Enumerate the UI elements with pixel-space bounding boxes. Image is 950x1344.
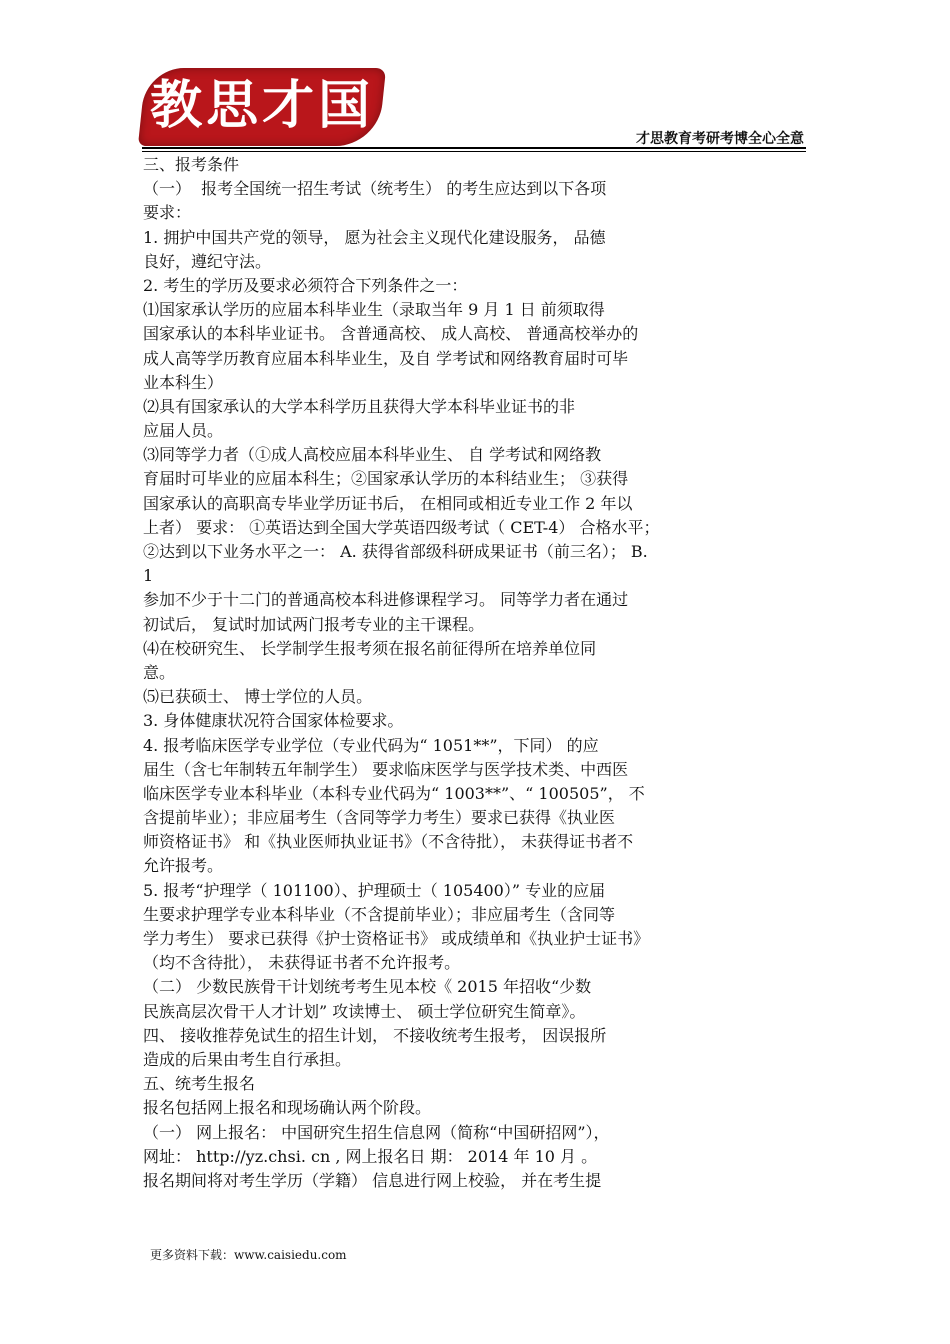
text-line: 初试后， 复试时加试两门报考专业的主干课程。 <box>143 614 485 634</box>
text-line: 意。 <box>143 662 176 682</box>
text-line: 上者） 要求： ①英语达到全国大学英语四级考试（ CET-4） 合格水平； <box>143 517 660 537</box>
text-line: （二） 少数民族骨干计划统考考生见本校《 2015 年招收“少数 <box>143 977 592 997</box>
text-line: 1. 拥护中国共产党的领导， 愿为社会主义现代化建设服务， 品德 <box>143 227 606 247</box>
text-line: 生要求护理学专业本科毕业（不含提前毕业）；非应届考生（含同等 <box>143 904 616 924</box>
footer-download-link[interactable]: 更多资料下载：www.caisiedu.com <box>150 1248 347 1262</box>
brand-logo <box>138 68 386 146</box>
text-line: 学力考生） 要求已获得《护士资格证书》 或成绩单和《执业护士证书》 <box>143 929 650 948</box>
header-rule-thick <box>142 147 806 149</box>
text-line: 四、 接收推荐免试生的招生计划， 不接收统考生报考， 因误报所 <box>143 1025 607 1045</box>
text-line: 4. 报考临床医学专业学位（专业代码为“ 1051**”，下同） 的应 <box>143 735 599 755</box>
text-line: ⑷在校研究生、 长学制学生报考须在报名前征得所在培养单位同 <box>143 638 597 658</box>
text-line: 届生（含七年制转五年制学生） 要求临床医学与医学技术类、中西医 <box>143 759 629 779</box>
header-rule-thin <box>142 151 806 152</box>
text-line: 网址： http://yz.chsi. cn , 网上报名日 期： 2014 年 10 月 。 <box>143 1146 598 1166</box>
text-line: 国家承认的本科毕业证书。 含普通高校、 成人高校、 普通高校举办的 <box>143 324 639 344</box>
text-line: 业本科生） <box>143 372 224 392</box>
text-line: 五、统考生报名 <box>143 1074 256 1094</box>
text-line: 报名期间将对考生学历（学籍） 信息进行网上校验， 并在考生提 <box>143 1170 602 1190</box>
text-line: 师资格证书》 和《执业医师执业证书》（不含待批）， 未获得证书者不 <box>143 832 634 852</box>
text-line: 应届人员。 <box>143 421 224 441</box>
text-line: 含提前毕业）；非应届考生（含同等学力考生）要求已获得《执业医 <box>143 808 616 828</box>
text-line: 育届时可毕业的应届本科生；②国家承认学历的本科结业生； ③获得 <box>143 469 629 489</box>
text-line: （均不含待批）， 未获得证书者不允许报考。 <box>143 953 461 973</box>
text-line: ⑸已获硕士、 博士学位的人员。 <box>143 687 373 707</box>
text-line: ⑶同等学力者（①成人高校应届本科毕业生、 自 学考试和网络教 <box>143 445 602 465</box>
text-line: ②达到以下业务水平之一： A. 获得省部级科研成果证书（前三名）； B. <box>143 542 648 561</box>
text-line: 临床医学专业本科毕业（本科专业代码为“ 1003**”、“ 100505”， 不 <box>143 783 645 803</box>
header-tagline: 才思教育考研考博全心全意 <box>636 131 804 147</box>
text-line: （一） 报考全国统一招生考试（统考生） 的考生应达到以下各项 <box>143 179 607 199</box>
text-line: 2. 考生的学历及要求必须符合下列条件之一： <box>143 275 468 295</box>
text-line: 5. 报考“护理学（ 101100）、护理硕士（ 105400）” 专业的应届 <box>143 880 606 900</box>
text-line: 允许报考。 <box>143 856 224 876</box>
text-line: （一） 网上报名： 中国研究生招生信息网（简称“中国研招网”）， <box>143 1122 610 1142</box>
text-line: ⑵具有国家承认的大学本科学历且获得大学本科毕业证书的非 <box>143 396 576 416</box>
text-line: 参加不少于十二门的普通高校本科进修课程学习。 同等学力者在通过 <box>143 590 629 610</box>
text-line: 要求： <box>143 203 192 223</box>
text-line: 1 <box>143 566 154 586</box>
text-line: 国家承认的高职高专毕业学历证书后， 在相同或相近专业工作 2 年以 <box>143 493 633 513</box>
text-line: 三、报考条件 <box>143 155 240 174</box>
logo-text: 教思才国 <box>150 75 375 136</box>
text-line: 报名包括网上报名和现场确认两个阶段。 <box>143 1098 432 1118</box>
text-line: 良好，遵纪守法。 <box>143 251 272 271</box>
text-line: 民族高层次骨干人才计划” 攻读博士、 硕士学位研究生简章》。 <box>143 1001 586 1021</box>
document-body <box>143 153 783 1193</box>
text-line: 造成的后果由考生自行承担。 <box>143 1049 352 1069</box>
text-line: 成人高等学历教育应届本科毕业生，及自 学考试和网络教育届时可毕 <box>143 348 629 368</box>
text-line: 3. 身体健康状况符合国家体检要求。 <box>143 711 404 731</box>
text-line: ⑴国家承认学历的应届本科毕业生（录取当年 9 月 1 日 前须取得 <box>143 300 605 320</box>
